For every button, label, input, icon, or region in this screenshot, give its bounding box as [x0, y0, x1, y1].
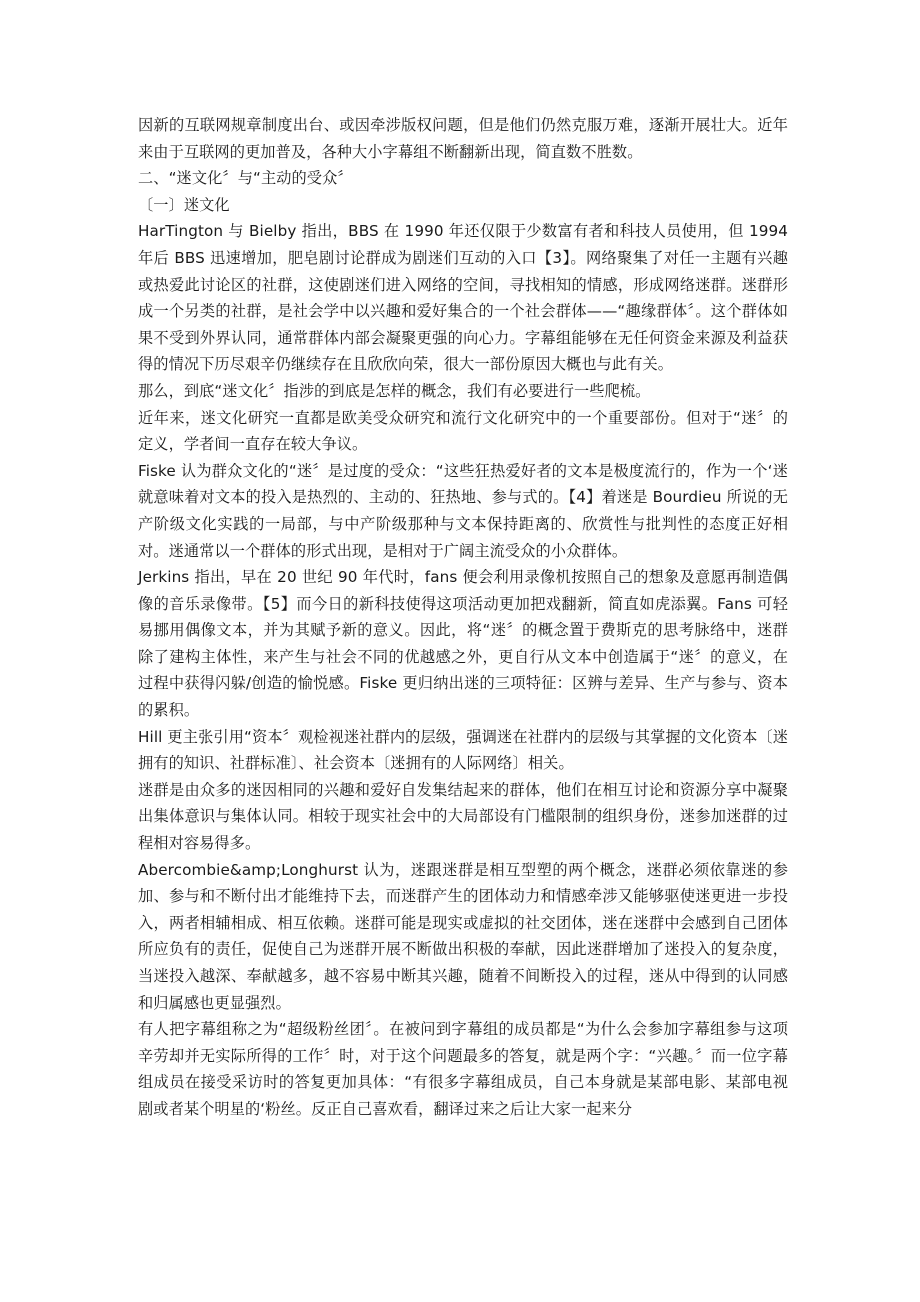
- paragraph-hill: Hill 更主张引用“资本〞观检视迷社群内的层级，强调迷在社群内的层级与其掌握的文化资本〔迷拥有的知识、社群标准〕、社会资本〔迷拥有的人际网络〕相关。: [138, 727, 788, 773]
- subsection-heading: 〔一〕迷文化: [138, 195, 230, 214]
- section-heading: 二、“迷文化〞与“主动的受众〞: [138, 169, 353, 188]
- paragraph-abercombie-longhurst: Abercombie&amp;Longhurst 认为，迷跟迷群是相互型塑的两个概念，迷群必须依靠迷的参加、参与和不断付出才能维持下去，而迷群产生的团体动力和情感牵涉又能够驱使迷更进一步投入，两者相辅相成、相互依赖。迷群可能是现实或虚拟的社交团体，迷在迷群中会感到自己团体所应负有的责任，促使自己为迷群开展不断做出积极的奉献，因此迷群增加了迷投入的复杂度，当迷投入越深、奉献越多，越不容易中断其兴趣，随着不间断投入的过程，迷从中得到的认同感和归属感也更显强烈。: [138, 860, 788, 1012]
- paragraph-harrington-bielby: HarTington 与 Bielby 指出，BBS 在 1990 年还仅限于少数富有者和科技人员使用，但 1994 年后 BBS 迅速增加，肥皂剧讨论群成为剧迷们互动的入口【3】。网络聚集了对任一主题有兴趣或热爱此讨论区的社群，这使剧迷们进入网络的空间，寻找相知的情感，形成网络迷群。迷群形成一个另类的社群，是社会学中以兴趣和爱好集合的一个社会群体——“趣缘群体〞。这个群体如果不受到外界认同，通常群体内部会凝聚更强的向心力。字幕组能够在无任何资金来源及利益获得的情况下历尽艰辛仍继续存在且欣欣向荣，很大一部份原因大概也与此有关。: [138, 222, 788, 374]
- paragraph-concept-question: 那么，到底“迷文化〞指涉的到底是怎样的概念，我们有必要进行一些爬梳。: [138, 381, 651, 400]
- paragraph-jerkins: Jerkins 指出，早在 20 世纪 90 年代时，fans 便会利用录像机按照自己的想象及意愿再制造偶像的音乐录像带。【5】而今日的新科技使得这项活动更加把戏翻新，简直如虎添翼。Fans 可轻易挪用偶像文本，并为其赋予新的意义。因此，将“迷〞的概念置于费斯克的思考脉络中，迷群除了建构主体性，来产生与社会不同的优越感之外，更自行从文本中创造属于“迷〞的意义，在过程中获得闪躲/创造的愉悦感。Fiske 更归纳出迷的三项特征：区辨与差异、生产与参与、资本的累积。: [138, 568, 788, 720]
- document-body: [138, 112, 788, 1123]
- paragraph-super-fan-club: 有人把字幕组称之为“超级粉丝团〞。在被问到字幕组的成员都是“为什么会参加字幕组参与这项辛劳却并无实际所得的工作〞时，对于这个问题最多的答复，就是两个字：“兴趣。〞而一位字幕组成员在接受采访时的答复更加具体：“有很多字幕组成员，自己本身就是某部电影、某部电视剧或者某个明星的‘粉丝。反正自己喜欢看，翻译过来之后让大家一起来分: [138, 1020, 788, 1118]
- paragraph-fiske: Fiske 认为群众文化的“迷〞是过度的受众：“这些狂热爱好者的文本是极度流行的，作为一个‘迷就意味着对文本的投入是热烈的、主动的、狂热地、参与式的。【4】着迷是 Bourdieu 所说的无产阶级文化实践的一局部，与中产阶级那种与文本保持距离的、欣赏性与批判性的态度正好相对。迷通常以一个群体的形式出现，是相对于广阔主流受众的小众群体。: [138, 461, 788, 560]
- paragraph-intro-continuation: 因新的互联网规章制度出台、或因牵涉版权问题，但是他们仍然克服万难，逐渐开展壮大。近年来由于互联网的更加普及，各种大小字幕组不断翻新出现，简直数不胜数。: [138, 116, 788, 161]
- paragraph-fan-group: 迷群是由众多的迷因相同的兴趣和爱好自发集结起来的群体，他们在相互讨论和资源分享中凝聚出集体意识与集体认同。相较于现实社会中的大局部设有门槛限制的组织身份，迷参加迷群的过程相对容易得多。: [138, 780, 788, 853]
- paragraph-research-overview: 近年来，迷文化研究一直都是欧美受众研究和流行文化研究中的一个重要部份。但对于“迷〞的定义，学者间一直存在较大争议。: [138, 408, 788, 454]
